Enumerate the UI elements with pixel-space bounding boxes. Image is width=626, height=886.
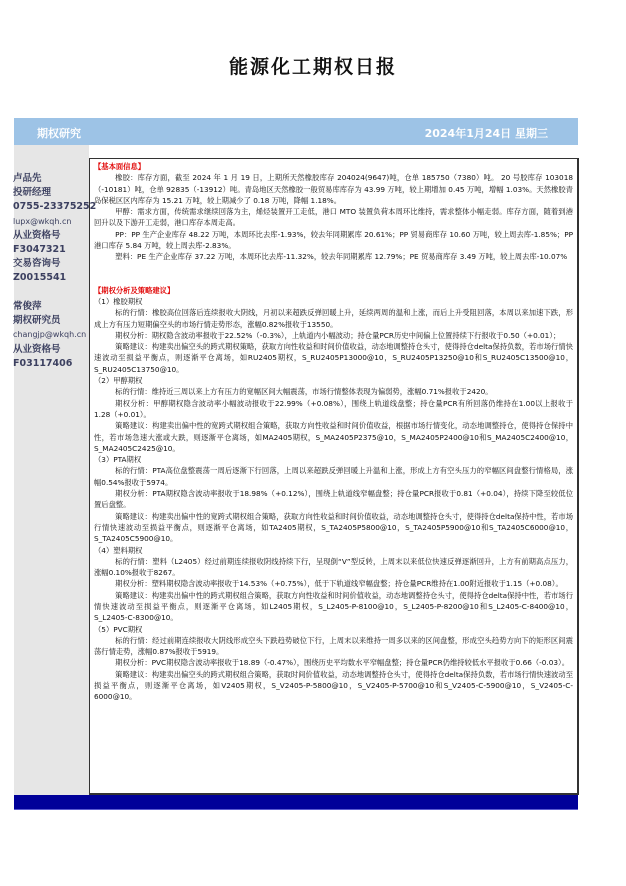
- paragraph: 期权分析：PVC期权隐含波动率报收于18.89（-0.47%），围绕历史平均数水平窄幅盘整；持仓量PCR仍维持较低水平报收于0.66（-0.03）。: [115, 658, 569, 668]
- author-name: 常俊萍: [13, 301, 42, 312]
- section-title: （5）PVC期权: [94, 624, 143, 634]
- paragraph: 策略建议：构建卖出偏空头的跨式期权组合策略，获取时间价值收益，动态地调整持仓头寸，使得持仓delta保持负数，若市场行情快速波动至损益平衡点，则逐渐平仓离场，如V2405期权，S_V2405-P-5800@10，S_V2405-P-5700@10和S_V2405-C-5900@10，S_V2405-C-6000@10。: [94, 669, 573, 702]
- paragraph: 策略建议：构建卖出偏中性的宽跨式期权组合策略，获取方向性收益和时间价值收益，根据市场行情变化，动态地调整持仓，使得持仓保持中性，若市场急速大涨或大跌，则逐渐平仓离场，如MA2405期权，S_MA2405P2375@10，S_MA2405P2400@10和S_MA2405C2400@10，S_MA2405C2425@10。: [94, 421, 573, 453]
- paragraph: 策略建议：构建卖出偏空头的跨式期权策略，获取方向性收益和时间价值收益，动态地调整持仓头寸，使得持仓delta保持负数，若市场行情快速波动至损益平衡点，则逐渐平仓离场，如RU2405期权，S_RU2405P13000@10，S_RU2405P13250@10和S_RU2405C13500@10，S_RU2405C13750@10。: [94, 342, 573, 374]
- paragraph: 期权分析：甲醇期权隐含波动率小幅波动报收于22.99%（+0.08%），围绕上轨道线盘整；持仓量PCR有所回落仍维持在1.00以上报收于1.28（+0.01）。: [94, 398, 573, 419]
- author-phone: 0755-23375252: [13, 201, 97, 213]
- author-email[interactable]: changjp@wkqh.cn: [13, 330, 87, 340]
- paragraph: 策略建议：构建卖出偏中性的跨式期权组合策略，获取方向性收益和时间价值收益，动态地调整持仓头寸，使得持仓delta保持中性，若市场行情快速波动至损益平衡点，则逐渐平仓离场，如L2405期权，S_L2405-P-8100@10，S_L2405-P-8200@10和S_L2405-C-8400@10，S_L2405-C-8300@10。: [94, 590, 573, 623]
- paragraph: 标的行情：PTA高位盘整震荡一周后逐渐下行回落，上周以来超跌反弹回暖上升温和上涨，形成上方有空头压力的窄幅区间盘整行情格局，涨幅0.54%报收于5974。: [94, 466, 573, 487]
- report-date: 2024年1月24日 星期三: [424, 127, 548, 140]
- content-box: [89, 158, 579, 795]
- analysis-heading: 【期权分析及策略建议】: [94, 285, 175, 295]
- paragraph: 期权分析：塑料期权隐含波动率报收于14.53%（+0.75%），低于下轨道线窄幅盘整；持仓量PCR维持在1.00附近报收于1.15（+0.08）。: [115, 579, 563, 589]
- report-title: 能源化工期权日报: [228, 56, 397, 78]
- section-label: 期权研究: [37, 127, 81, 140]
- paragraph: PP：PP 生产企业库存 48.22 万吨，本周环比去库-1.93%，较去年同期累库 20.61%；PP 贸易商库存 10.60 万吨，较上周去库-1.85%；PP 港口库存 5.84 万吨，较上周去库-2.83%。: [94, 229, 573, 251]
- footer-bar: [14, 795, 578, 810]
- paragraph: 标的行情：塑料（L2405）经过前期连续报收阴线持续下行，呈现倒“V”型反转，上周末以来低位快速反弹逐渐回升，上方有前期高点压力，涨幅0.10%报收于8267。: [94, 556, 573, 578]
- section-title: （4）塑料期权: [94, 545, 143, 555]
- author-2: [13, 300, 86, 371]
- paragraph: 期权分析：PTA期权隐含波动率报收于18.98%（+0.12%），围绕上轨道线窄幅盘整；持仓量PCR报收于0.81（+0.04），持续下降至较低位置后盘整。: [94, 489, 573, 510]
- header-bar: [14, 118, 578, 145]
- paragraph: 塑料：PE 生产企业库存 37.22 万吨，本周环比去库-11.32%，较去年同期累库 12.79%；PE 贸易商库存 3.49 万吨，较上周去库-10.07%: [115, 252, 568, 262]
- paragraph: 甲醇：需求方面，传统需求继续回落为主，烯烃装置开工走低，港口 MTO 装置负荷本周环比维持，需求整体小幅走弱。库存方面，随着到港回升以及下游开工走弱，港口库存本周走高。: [94, 207, 573, 228]
- section-title: （1）橡胶期权: [94, 296, 143, 306]
- fundamentals-heading: 【基本面信息】: [94, 162, 146, 171]
- consult-label: 交易咨询号: [13, 258, 61, 270]
- section-title: （2）甲醇期权: [94, 376, 143, 386]
- author-role: 投研经理: [13, 187, 52, 199]
- paragraph: 标的行情：橡胶高位回落后连续报收大阴线，月初以来超跌反弹回暖上升，延续两周的温和上涨，而后上升受阻回落，本周以来加速下跌，形成上方有压力短期偏空头的市场行情走势形态，涨幅0.82%报收于13550。: [94, 308, 573, 329]
- cert-number: F3047321: [13, 244, 66, 256]
- author-email[interactable]: lupx@wkqh.cn: [13, 216, 72, 226]
- author-role: 期权研究员: [13, 315, 61, 327]
- paragraph: 标的行情：维持近三周以来上方有压力的宽幅区间大幅震荡，市场行情整体表现为偏弱势，涨幅0.71%报收于2420。: [115, 387, 493, 397]
- paragraph: 标的行情：经过前期连续报收大阴线形成空头下跌趋势破位下行，上周末以来维持一周多以来的区间盘整，形成空头趋势方向下的矩形区间震荡行情走势，涨幅0.87%报收于5919。: [94, 635, 573, 657]
- paragraph: 期权分析：期权隐含波动率报收于22.52%（-0.3%），上轨道内小幅波动；持仓量PCR历史中间偏上位置持续下行报收于0.50（+0.01）；: [115, 330, 561, 340]
- section-title: （3）PTA期权: [94, 455, 142, 465]
- cert-label: 从业资格号: [13, 229, 61, 241]
- cert-number: F03117406: [13, 357, 73, 369]
- author-name: 卢品先: [13, 173, 42, 184]
- consult-number: Z0015541: [13, 272, 67, 284]
- cert-label: 从业资格号: [13, 343, 61, 355]
- paragraph: 橡胶：库存方面，截至 2024 年 1 月 19 日，上期所天然橡胶库存 204024(9647)吨，仓单 185750（7380）吨。 20 号胶库存 103018（-10181）吨，仓单 92835（-13912）吨。青岛地区天然橡胶一般贸易库库存为 43.99 万吨，较上期增加 0.45 万吨，增幅 1.03%。天然橡胶青岛保税区区内库存为 15.21 万吨，较上期减少了 0.18 万吨，降幅 1.18%。: [94, 173, 573, 205]
- analysis-sections: [94, 296, 573, 703]
- paragraph: 策略建议：构建卖出偏中性的宽跨式期权组合策略，获取方向性收益和时间价值收益，动态地调整持仓头寸，使得持仓delta保持中性，若市场行情快速波动至损益平衡点，则逐渐平仓离场，如TA2405期权，S_TA2405P5800@10，S_TA2405P5900@10和S_TA2405C6000@10，S_TA2405C5900@10。: [94, 511, 573, 544]
- author-1: [13, 172, 96, 286]
